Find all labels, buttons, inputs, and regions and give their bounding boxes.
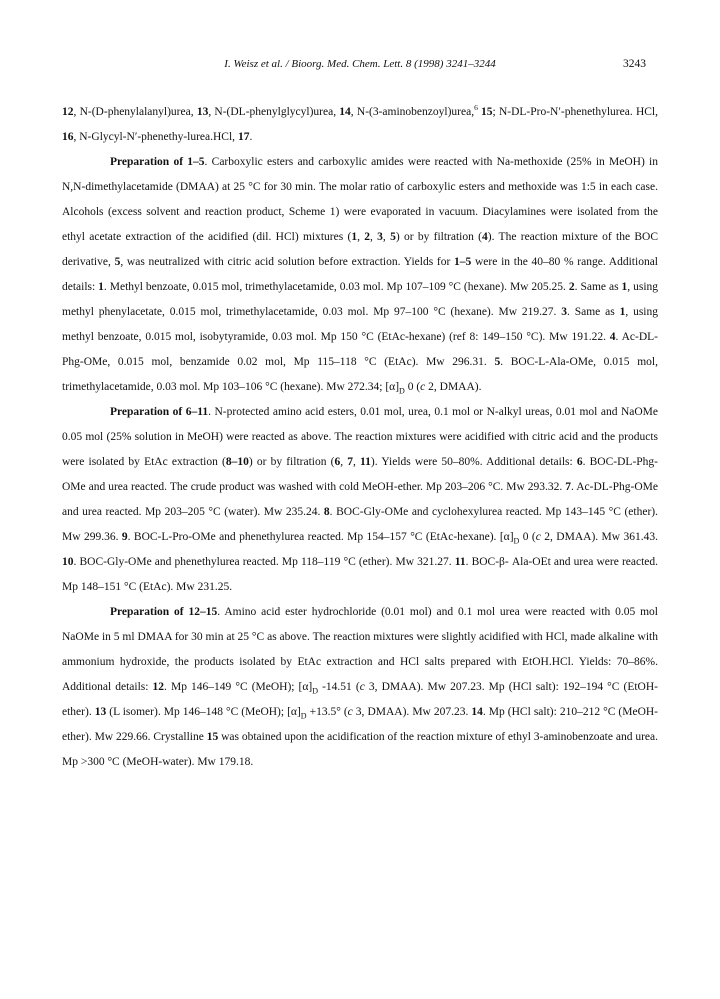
paragraph-compound-list: 12, N-(D-phenylalanyl)urea, 13, N-(DL-phenylglycyl)urea, 14, N-(3-aminobenzoyl)urea,$^6$ 15; N-DL-Pro-N′-phenethylurea. HCl, 16, N-Glycyl-N′-phenethy-lurea.HCl, 17. <box>62 103 658 143</box>
running-header <box>0 58 720 70</box>
paragraph-preparation-6-11: Preparation of 6–11. N-protected amino acid esters, 0.01 mol, urea, 0.1 mol or N-alkyl ureas, 0.01 mol and NaOMe 0.05 mol (25% solution in MeOH) were reacted as above. The reaction mixtures were acidified with citric acid and the products were isolated by EtAc extraction (8–10) or by filtration (6, 7, 11). Yields were 50–80%. Additional details: 6. BOC-DL-Phg-OMe and urea reacted. The crude product was washed with cold MeOH-ether. Mp 203–206 °C. Mw 293.32. 7. Ac-DL-Phg-OMe and urea reacted. Mp 203–205 °C (water). Mw 235.24. 8. BOC-Gly-OMe and cyclohexylurea reacted. Mp 143–145 °C (ether). Mw 299.36. 9. BOC-L-Pro-OMe and phenethylurea reacted. Mp 154–157 °C (EtAc-hexane). $[\alpha]_D$ 0 (c 2, DMAA). Mw 361.43. 10. BOC-Gly-OMe and phenethylurea reacted. Mp 118–119 °C (ether). Mw 321.27. 11. BOC-β- Ala-OEt and urea were reacted. Mp 148–151 °C (EtAc). Mw 231.25. <box>62 406 659 593</box>
paragraph-preparation-12-15: Preparation of 12–15. Amino acid ester hydrochloride (0.01 mol) and 0.1 mol urea were reacted with 0.05 mol NaOMe in 5 ml DMAA for 30 min at 25 °C as above. The reaction mixtures were slightly acidified with HCl, made alkaline with ammonium hydroxide, the products isolated by EtAc extraction and HCl salts prepared with EtOH.HCl. Yields: 70–86%. Additional details: 12. Mp 146–149 °C (MeOH); $[\alpha]_D$ -14.51 (c 3, DMAA). Mw 207.23. Mp (HCl salt): 192–194 °C (EtOH-ether). 13 (L isomer). Mp 146–148 °C (MeOH); $[\alpha]_D +13.5^\circ$ (c 3, DMAA). Mw 207.23. 14. Mp (HCl salt): 210–212 °C (MeOH-ether). Mw 229.66. Crystalline 15 was obtained upon the acidification of the reaction mixture of ethyl 3-aminobenzoate and urea. Mp >300 °C (MeOH-water). Mw 179.18. <box>62 606 659 768</box>
page-number: 3243 <box>623 58 646 70</box>
paragraph-preparation-1-5: Preparation of 1–5. Carboxylic esters and carboxylic amides were reacted with Na-methoxide (25% in MeOH) in N,N-dimethylacetamide (DMAA) at 25 °C for 30 min. The molar ratio of carboxylic esters and methoxide was 1:5 in each case. Alcohols (excess solvent and reaction product, Scheme 1) were evaporated in vacuum. Diacylamines were isolated from the ethyl acetate extraction of the acidified (dil. HCl) mixtures (1, 2, 3, 5) or by filtration (4). The reaction mixture of the BOC derivative, 5, was neutralized with citric acid solution before extraction. Yields for 1–5 were in the 40–80 % range. Additional details: 1. Methyl benzoate, 0.015 mol, trimethylacetamide, 0.03 mol. Mp 107–109 °C (hexane). Mw 205.25. 2. Same as 1, using methyl phenylacetate, 0.015 mol, trimethylacetamide, 0.03 mol. Mp 97–100 °C (hexane). Mw 219.27. 3. Same as 1, using methyl benzoate, 0.015 mol, isobytyramide, 0.03 mol. Mp 150 °C (EtAc-hexane) (ref 8: 149–150 °C). Mw 191.22. 4. Ac-DL-Phg-OMe, 0.015 mol, benzamide 0.02 mol, Mp 115–118 °C (EtAc). Mw 296.31. 5. BOC-L-Ala-OMe, 0.015 mol, trimethylacetamide, 0.03 mol. Mp 103–106 °C (hexane). Mw 272.34; $[\alpha]_D$ 0 (c 2, DMAA). <box>62 156 659 396</box>
journal-citation: I. Weisz et al. / Bioorg. Med. Chem. Lett. 8 (1998) 3241–3244 <box>224 58 496 70</box>
body-text <box>62 100 658 775</box>
